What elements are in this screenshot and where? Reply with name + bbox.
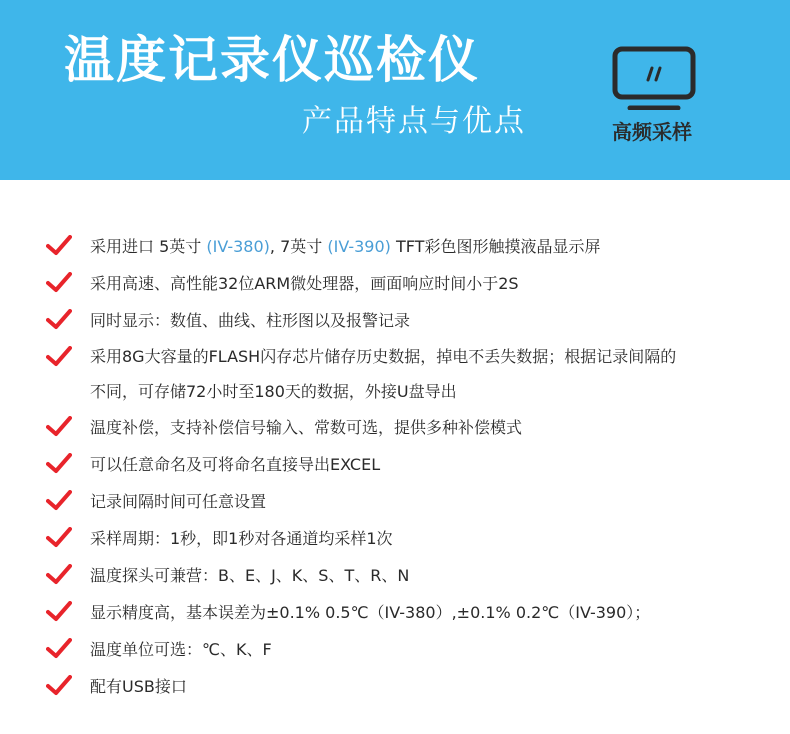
check-icon (46, 346, 72, 368)
list-item (0, 631, 790, 668)
item-text: TFT彩色图形触摸液晶显示屏 (395, 237, 601, 256)
item-text: 采样周期：1秒，即1秒对各通道均采样1次 (90, 529, 393, 548)
list-item (0, 265, 790, 302)
item-text: 温度补偿，支持补偿信号输入、常数可选，提供多种补偿模式 (90, 418, 523, 437)
item-text: 显示精度高，基本误差为±0.1% 0.5℃（IV-380）,±0.1% 0.2℃（IV-390）； (90, 603, 651, 622)
check-icon (46, 235, 72, 257)
model-380: (IV-380) (206, 237, 270, 256)
page-subtitle: 产品特点与优点 (302, 104, 526, 139)
list-item (0, 668, 790, 705)
check-icon (46, 309, 72, 331)
item-text-line1: 采用8G大容量的FLASH闪存芯片储存历史数据，掉电不丢失数据；根据记录间隔的 (90, 347, 677, 366)
item-text: 采用进口 5英寸 (90, 237, 202, 256)
item-text-line2: 不同，可存储72小时至180天的数据，外接U盘导出 (90, 382, 457, 401)
list-item (0, 483, 790, 520)
header-banner (0, 0, 790, 180)
item-text: 温度单位可选：℃、K、F (90, 640, 272, 659)
item-text: , 7英寸 (269, 237, 323, 256)
check-icon (46, 490, 72, 512)
check-icon (46, 564, 72, 586)
list-item (0, 594, 790, 631)
model-390: (IV-390) (327, 237, 391, 256)
list-item (0, 409, 790, 446)
check-icon (46, 601, 72, 623)
list-item (0, 446, 790, 483)
badge-label: 高频采样 (612, 120, 692, 144)
page-title: 温度记录仪巡检仪 (64, 31, 480, 89)
check-icon (46, 453, 72, 475)
list-item (0, 302, 790, 339)
item-text: 配有USB接口 (90, 677, 187, 696)
item-text: 记录间隔时间可任意设置 (90, 492, 267, 511)
item-text: 采用高速、高性能32位ARM微处理器，画面响应时间小于2S (90, 274, 519, 293)
list-item (0, 228, 790, 265)
feature-list (0, 228, 790, 705)
check-icon (46, 527, 72, 549)
check-icon (46, 675, 72, 697)
item-text: 温度探头可兼营：B、E、J、K、S、T、R、N (90, 566, 410, 585)
check-icon (46, 272, 72, 294)
list-item (0, 557, 790, 594)
item-text: 同时显示：数值、曲线、柱形图以及报警记录 (90, 311, 411, 330)
list-item (0, 520, 790, 557)
check-icon (46, 638, 72, 660)
item-text: 可以任意命名及可将命名直接导出EXCEL (90, 455, 381, 474)
list-item (0, 339, 790, 409)
check-icon (46, 416, 72, 438)
monitor-icon (612, 46, 696, 110)
